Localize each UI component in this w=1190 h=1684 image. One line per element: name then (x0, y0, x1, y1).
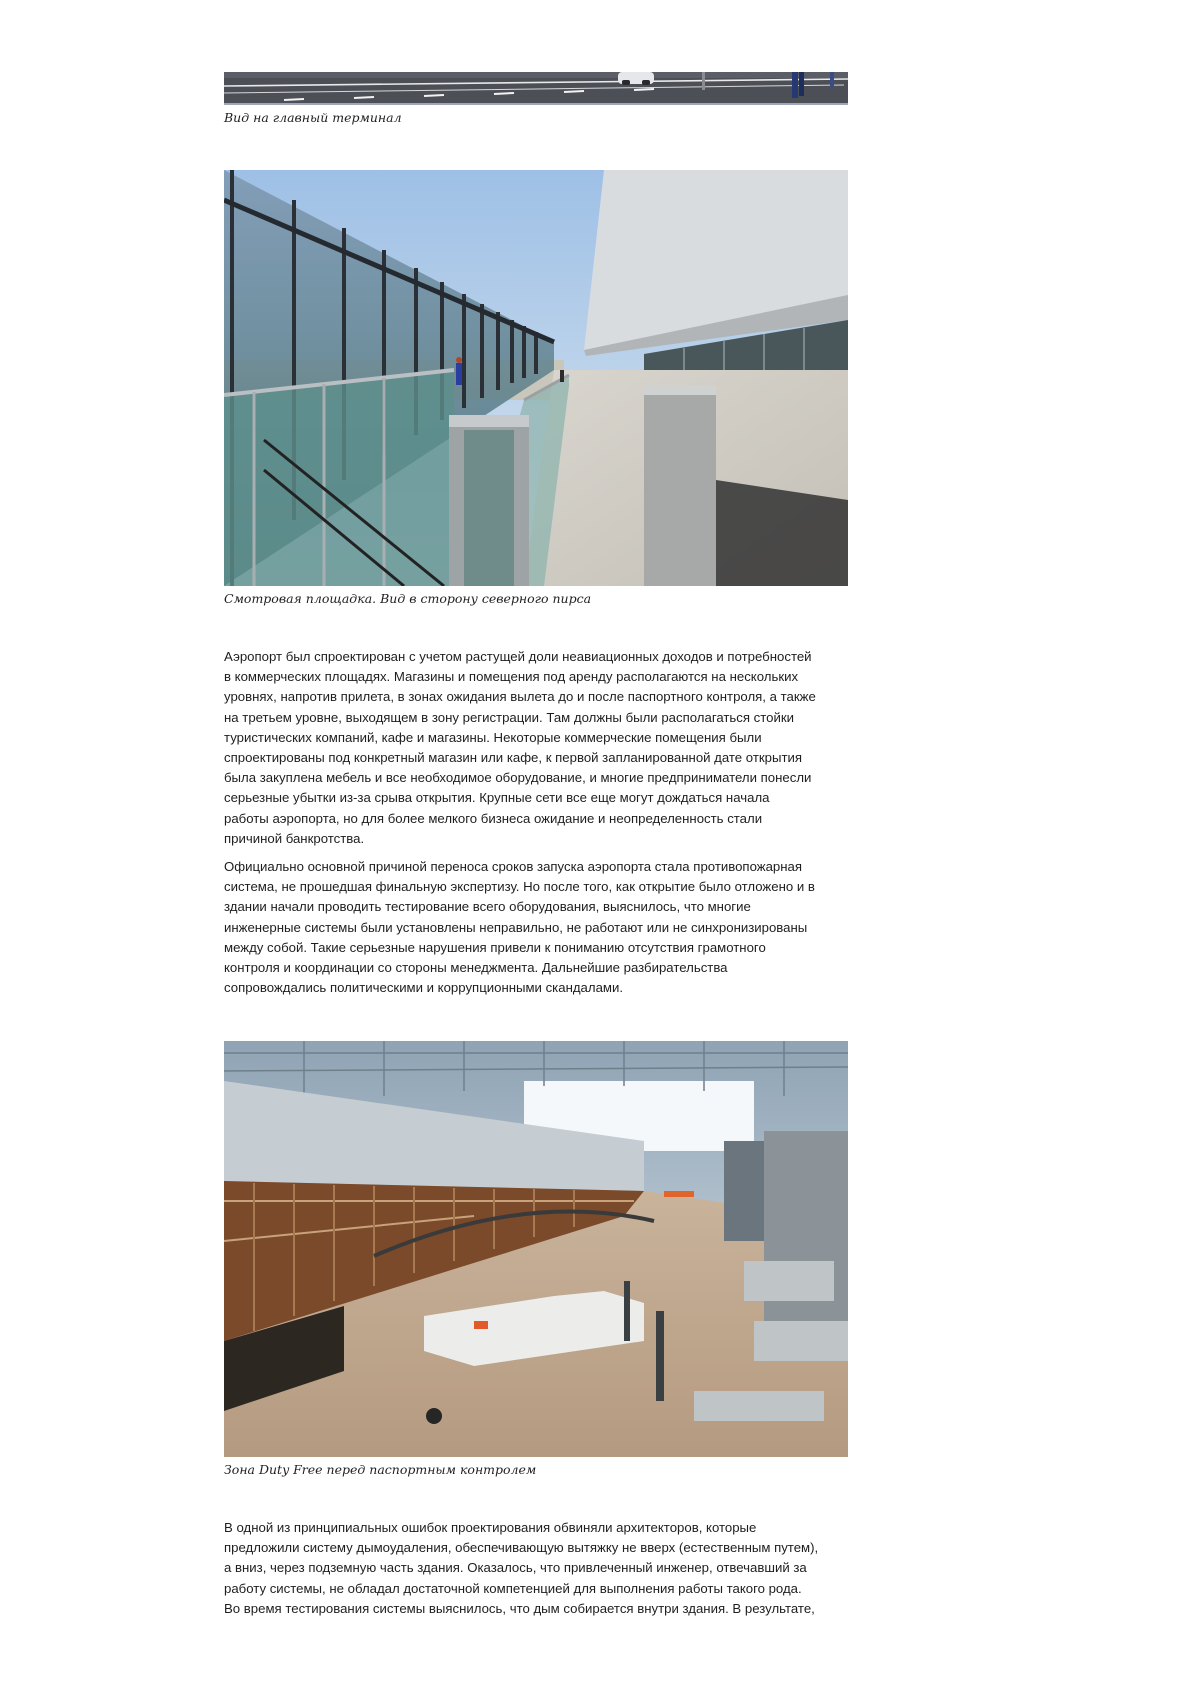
figure-caption: Смотровая площадка. Вид в сторону северного пирса (224, 591, 592, 606)
article-paragraph: В одной из принципиальных ошибок проектирования обвиняли архитекторов, которые предложили систему дымоудаления, обеспечивающую вытяжку не вверх (естественным путем), а вниз, через подземную часть здания. Оказалось, что привлеченный инженер, отвечавший за работу системы, не обладал достаточной компетенцией для выполнения работы такого рода. Во время тестирования системы выяснилось, что дым собирается внутри здания. В результате, (224, 1520, 819, 1616)
article-paragraph: Официально основной причиной переноса сроков запуска аэропорта стала противопожарная система, не прошедшая финальную экспертизу. Но после того, как открытие было отложено и в здании начали проводить тестирование всего оборудования, выяснилось, что многие инженерные системы были установлены неправильно, не работают или не синхронизированы между собой. Такие серьезные нарушения привели к пониманию отсутствия грамотного контроля и координации со стороны менеджмента. Дальнейшие разбирательства сопровождались политическими и коррупционными скандалами. (224, 859, 815, 996)
duty-free-image (224, 1041, 848, 1457)
terminal-photo (224, 72, 848, 105)
figure-caption: Зона Duty Free перед паспортным контролем (224, 1462, 537, 1477)
observation-deck-image (224, 170, 848, 586)
duty-free-photo (224, 1041, 848, 1457)
terminal-photo-image (224, 72, 848, 105)
observation-deck-photo (224, 170, 848, 586)
article-paragraph: Аэропорт был спроектирован с учетом растущей доли неавиационных доходов и потребностей в коммерческих площадях. Магазины и помещения под аренду располагаются на нескольких уровнях, напротив прилета, в зонах ожидания вылета до и после паспортного контроля, а также на третьем уровне, выходящем в зону регистрации. Там должны были располагаться стойки туристических компаний, кафе и магазины. Некоторые коммерческие помещения были спроектированы под конкретный магазин или кафе, к первой запланированной дате открытия была закуплена мебель и все необходимое оборудование, и многие предприниматели понесли серьезные убытки из-за срыва открытия. Крупные сети все еще могут дождаться начала работы аэропорта, но для более мелкого бизнеса ожидание и неопределенность стали причиной банкротства. (224, 649, 816, 846)
figure-caption: Вид на главный терминал (224, 110, 402, 125)
